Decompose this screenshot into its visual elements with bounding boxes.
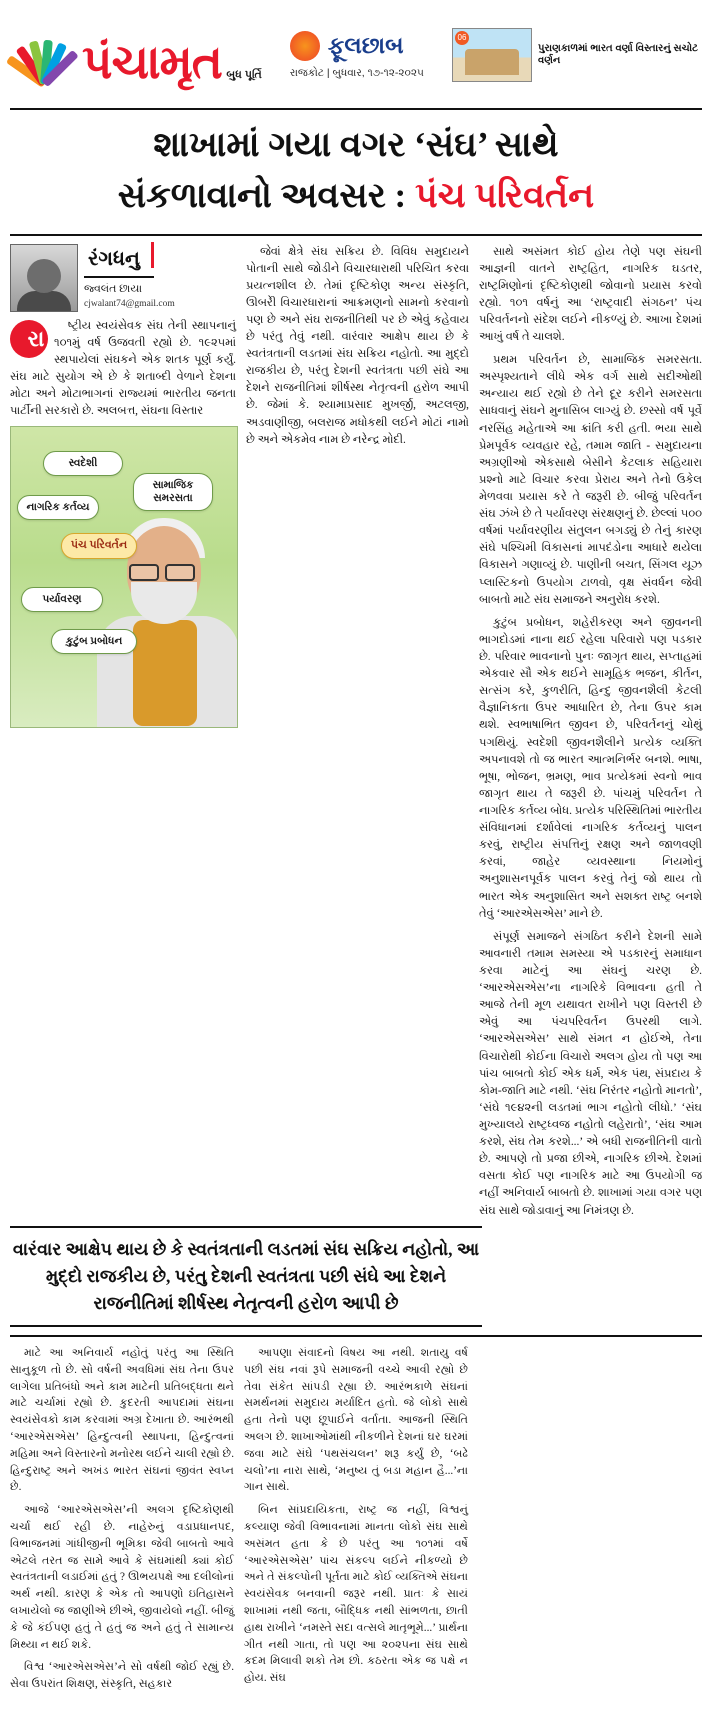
fan-logo-icon	[10, 24, 76, 86]
sun-icon	[290, 31, 320, 61]
page-number-badge: 06	[455, 31, 469, 45]
paragraph: આજે ‘આરએસએસ’ની અલગ દૃષ્ટિકોણથી ચર્ચા થઈ રહી છે. નાહેરુનું વડાપ્રધાનપદ, વિભાજનમાં ગાંધીજીની ભૂમિકા જેવી બાબતો આવે એટલે તરત જ સામે આવે કે સંઘમાંથી ક્યાં કોઈ સ્વતંત્રતાની લડાઈમાં હતું ? ઊભયપક્ષે આ દલીલોનાં અર્થ નથી. કારણ કે એક તો આપણો ઇતિહાસને લખાયેલો જ જાણીએ છીએ, જીવાયેલો નહીં. બીજું કે જે કંઈપણ હતું તે હતું જ અને હતું તે સામાન્ય મિથ્યા ન થઈ શકે.	[10, 1504, 234, 1651]
publication-title: પંચામૃત	[82, 37, 222, 90]
edition-date: રાજકોટ | બુધવાર, ૧૭-૧૨-૨૦૨૫	[289, 66, 424, 79]
paragraph: સાથે અસંમત કોઈ હોય તેણે પણ સંઘની આજ્ઞની વાતને રાષ્ટ્રહિત, નાગરિક ઘડતર, રાષ્ટ્રમિણોનાં દૃષ્ટિકોણથી જોવાનો પ્રયાસ કરવો રહ્યો. ૧૦૧ વર્ષનું આ ‘રાષ્ટ્રવાદી સંગઠન’ પંચ પરિવર્તનનો સંદેશ લઈને નીકળ્યું છે. આખા દેશમાં આખું વર્ષ તે ચાલશે.	[479, 245, 702, 344]
masthead-promo[interactable]	[452, 28, 702, 82]
author-email[interactable]: cjwalant74@gmail.com	[84, 299, 175, 309]
diagram-node-nagarik-kartavya: નાગરિક કર્તવ્ય	[17, 495, 99, 520]
masthead-logo	[10, 24, 262, 90]
promo-text: પુરાણકાળમાં ભારત વર્ણા વિસ્તારનું સચોટ વર્ણન	[537, 42, 698, 66]
pull-quote-text: વારંવાર આક્ષેપ થાય છે કે સ્વતંત્રતાની લડતમાં સંઘ સક્રિય નહોતો, આ મુદ્દો રાજકીય છે, પરંતુ દેશની સ્વતંત્રતા પછી સંઘે આ દેશને રાજનીતિમાં શીર્ષસ્થ નેતૃત્વની હરોળ આપી છે	[12, 1238, 480, 1313]
headline-quoted-word: ‘સંઘ’	[414, 125, 488, 164]
pull-quote-box	[10, 1226, 482, 1327]
column-title: રંગધનુ	[84, 244, 154, 278]
column-2	[246, 244, 469, 1226]
lower-column-1	[10, 1345, 234, 1699]
lower-columns	[10, 1335, 702, 1699]
promo-thumbnail	[452, 28, 532, 82]
publication-subtitle: બુધ પૂર્તિ	[226, 69, 262, 82]
headline-highlight: પંચ પરિવર્તન	[414, 175, 595, 215]
headline-part-b: સાથે	[487, 125, 559, 164]
headline-part-a: શાખામાં ગયા વગર	[153, 125, 415, 164]
author-name: જ્વલંત છાયા	[84, 282, 143, 295]
masthead	[10, 6, 702, 110]
paragraph: માટે આ અનિવાર્ય નહોતું પરંતુ આ સ્થિતિ સાનુકૂળ તો છે. સો વર્ષની અવધિમાં સંઘ તેના ઉપર લાગેલા પ્રતિબંધો અને કામ માટેની પ્રતિબદ્ધતા થને માટે ચર્ચામાં રહ્યો છે. કુદરતી આપદામાં સંઘના સ્વયંસેવકો કામ કરવામાં અગ્ર દેખાતા છે. આરંભથી ‘આરએસએસ’ હિન્દુત્વની સ્થાપના, હિન્દુત્વનાં મહિમા અને વિસ્તારનો મનોરથ લઈને ચાલી રહ્યો છે. હિન્દુરાષ્ટ્ર અને અખંડ ભારત સંઘનાં જીવંત સ્વપ્ન છે.	[10, 1347, 234, 1494]
paragraph: કુટુંબ પ્રબોધન, શહેરીકરણ અને જીવનની ભાગદોડમાં નાના થઈ રહેલા પરિવારો પણ પડકાર છે. પરિવાર ભાવનાનો પુનઃ જાગૃત થાય, સપ્તાહમાં એકવાર સૌ એક થઈને સામૂહિક ભજન, કીર્તન, સત્સંગ કરે, કુળરીતિ, હિન્દુ જીવનશૈલી કેટલી વૈજ્ઞાનિકતા ઉપર આધારિત છે, તેના ઉપર કામ થશે. સ્વભાષાભિત જીવન છે, પરિવર્તનનું ચોથું પગથિયું. સ્વદેશી જીવનશૈલીને પ્રત્યેક વ્યક્તિ અપનાવશે તો જ ભારત આત્મનિર્ભર બનશે. ભાષા, ભૂષા, ભોજન, ભ્રમણ, ભાવ પ્રત્યેકમાં સ્વનો ભાવ જાગૃત થાય તે જરૂરી છે. પાંચમું પરિવર્તન તે નાગરિક કર્તવ્ય બોધ. પ્રત્યેક પરિસ્થિતિમાં ભારતીય સંવિધાનમાં દર્શાવેલાં નાગરિક કર્તવ્યનું પાલન કરવું, રાષ્ટ્રીય સંપત્તિનું રક્ષણ અને જાળવણી કરવાં, જાહેર વ્યવસ્થાના નિયમોનું અનુશાસનપૂર્વક પાલન કરવું તેનું જો થાય તો ભારત એક અનુશાસિત અને સશક્ત રાષ્ટ્ર બનશે તેવું ‘આરએસએસ’ માને છે.	[479, 616, 702, 920]
headline-block	[10, 110, 702, 236]
intro-text: ષ્ટ્રીય સ્વયંસેવક સંઘ તેની સ્થાપનાનું ૧૦૧મું વર્ષ ઉજવતી રહ્યો છે. ૧૯૨૫માં સ્થપાયેલાં સંઘકને એક શતક પૂર્ણ કર્યું. સંઘ માટે સુયોગ એ છે કે શતાબ્દી વેળાને દેશના મોટા અને મોટાભાગનાં રાજ્યમાં ભારતીય જનતા પાર્ટીની સરકારો છે. અલબત્ત, સંઘના વિસ્તાર	[10, 319, 236, 418]
masthead-center	[290, 31, 424, 80]
diagram-node-samajik-samarasta: સામાજિક સમરસતા	[133, 473, 213, 511]
partner-brand-title: ફૂલછાબ	[327, 33, 404, 58]
diagram-node-paryavaran: પર્યાવરણ	[21, 587, 103, 612]
headline-line-2	[10, 171, 702, 222]
paragraph: પ્રથમ પરિવર્તન છે, સામાજિક સમરસતા. અસ્પૃશ્યતાને લીધે એક વર્ગ સાથે સદીઓથી અન્યાય થઈ રહ્યો છે તેને દૂર કરીને સમરસતા સાધવાનું સંઘને મુનાસિબ લાગ્યું છે. છસ્સો વર્ષ પૂર્વે નરસિંહ મહેતાએ આ ક્રાંતિ કરી હતી. ભયા સાથે પ્રેમપૂર્વક વ્યવહાર રહે, તમામ જાતિ - સમુદાયના અગ્રણીઓ એકસાથે બેસીને કેટલાક સહિયારા પ્રશ્નો માટે વિચાર કરવા પ્રેરાય અને તેનો ઉકેલ મેળવવા પ્રયાસ કરે તે જરૂરી છે. બીજું પરિવર્તન સંઘ ઝંખે છે તે પર્યાવરણ સંરક્ષણનું છે. છેલ્લાં ૫૦૦ વર્ષમાં પર્યાવરણીય સંતુલન બગડ્યું છે તેનું કારણ સંઘે પશ્ચિમી વિકાસનાં માપદંડોના આધારે થયેલા વિકાસને ગણાવ્યું છે. પાણીની બચત, સિંગલ યૂઝ પ્લાસ્ટિકનો ઉપયોગ ટાળવો, વૃક્ષ સંવર્ધન જેવી બાબતો માટે સંઘ સમાજને અનુરોધ કરશે.	[479, 354, 702, 606]
lower-column-3	[478, 1345, 702, 1699]
diagram-node-kutumb-prabodhan: કુટુંબ પ્રબોધન	[51, 629, 137, 654]
drop-cap: રા	[10, 320, 48, 358]
column-3	[479, 244, 702, 1226]
paragraph: બિન સાંપ્રદાયિકતા, રાષ્ટ્ર જ નહીં, વિશ્વનું કલ્યાણ જેવી વિભાવનામાં માનતા લોકો સંઘ સાથે અસંમત હતા કે છે પરંતુ આ ૧૦૧માં વર્ષે ‘આરએસએસ’ પાંચ સંકલ્પ લઈને નીકળ્યો છે અને તે સંકલ્પોની પૂર્તતા માટે કોઈ વ્યક્તિએ સંઘના સ્વયંસેવક બનવાની જરૂર નથી. પ્રાતઃ કે સાયં શાખામાં નથી જતા, બૌદ્ધિક નથી સાંભળતા, છાતી હાથ રાખીને ‘નમસ્તે સદા વત્સલે માતૃભૂમે...’ પ્રાર્થના ગીત નથી ગાતા, તો પણ આ ૨૦૨૫ના સંઘ સાથે કદમ મિલાવી શકો તેમ છો. કઠરતા એક જ પક્ષે ન હોય. સંઘ	[244, 1504, 468, 1685]
panch-parivartan-diagram	[17, 437, 194, 667]
paragraph: આપણા સંવાદનો વિષય આ નથી. શતાયુ વર્ષ પછી સંઘ નવાં રૂપે સમાજની વચ્ચે આવી રહ્યો છે તેવા સંકેત સાંપડી રહ્યા છે. આરંભકાળે સંઘનાં સમર્થનમાં સમુદાય મર્યાદિત હતો. જે લોકો સાથે હતા તેનો પણ છૂપાઈને વર્તાતા. આજની સ્થિતિ અલગ છે. શાખાઓમાંથી નીકળીને દેશનાં ઘર ઘરમાં જવા માટે સંઘે ‘પથસંચલન’ શરૂ કર્યું છે, ‘બઢે ચલો’ના નારા સાથે, ‘મનુષ્ય તું બડા મહાન હૈ...’ના ગાન સાથે.	[244, 1347, 468, 1494]
diagram-node-swadeshi: સ્વદેશી	[43, 451, 123, 476]
lower-column-2	[244, 1345, 468, 1699]
author-photo	[10, 244, 78, 312]
headline-part-c: સંકળાવાનો અવસર :	[117, 175, 415, 215]
column-1	[10, 244, 236, 1226]
paragraph: જેવાં ક્ષેત્રે સંઘ સક્રિય છે. વિવિધ સમુદાયને પોતાની સાથે જોડીને વિચારધારાથી પરિચિત કરવા પ્રયત્નશીલ છે. તેમાં દૃષ્ટિકોણ અન્ય સંસ્કૃતિ, ઊબરેી વિચારધારાનાં આક્રમણનો સામનો કરવાનો પણ છે અને સંઘ રાજનીતિથી પર છે એવું કહેવાય છે પરંતુ તેવું નથી. વારંવાર આક્ષેપ થાય છે કે સ્વતંત્રતાની લડતમાં સંઘ સક્રિય નહોતો. આ મુદ્દો રાજકીય છે, પરંતુ દેશની સ્વતંત્રતા પછી સંઘે આ દેશને રાજનીતિમાં શીર્ષસ્થ નેતૃત્વની હરોળ આપી છે. જેમાં કે. શ્યામાપ્રસાદ મુખર્જી, અટલજી, અડવાણીજી, બલરાજ મધોકથી લઈને મોટાં નામો છે અને એકમેવ નામ છે નરેન્દ્ર મોદી.	[246, 245, 469, 446]
paragraph: વિશ્વ ‘આરએસએસ’ને સો વર્ષથી જોઈ રહ્યું છે. સેવા ઉપરાંત શિક્ષણ, સંસ્કૃતિ, સહકાર	[10, 1661, 234, 1691]
diagram-node-center: પંચ પરિવર્તન	[61, 533, 137, 559]
main-columns	[10, 244, 702, 1226]
article-photo-diagram	[10, 426, 238, 728]
byline	[10, 244, 236, 312]
headline-line-1	[10, 120, 702, 171]
intro-paragraph	[10, 318, 236, 421]
paragraph: સંપૂર્ણ સમાજને સંગઠિત કરીને દેશની સામે આવનારી તમામ સમસ્યા એ પડકારનું સમાધાન કરવા માટેનું આ સંઘનું ચરણ છે. ‘આરએસએસ’ના નાગરિકે વિભાવના હતી તે આજે તેની મૂળ યથાવત રાખીને પણ વિસ્તરી છે એવું આ પંચપરિવર્તન ઉપરથી લાગે. ‘આરએસએસ’ સાથે સંમત ન હોઈએ, તેના વિચારોથી કોઈના વિચારો અલગ હોય તો પણ આ પાંચ બાબતો કોઈ એક ધર્મ, એક પંથ, સંપ્રદાય કે કોમ-જાતિ માટે નથી. ‘સંઘ નિરંતર નહોતો માનતો’, ‘સંઘે ૧૯૪૨ની લડતમાં ભાગ નહોતો લીધો.’ ‘સંઘ મુખ્યાલયે રાષ્ટ્રધ્વજ નહોતો લહેરાતો’, ‘સંઘ આમ કરશે, સંઘ તેમ કરશે...’ એ બધી રાજનીતિની વાતો છે. આપણે તો પ્રજા છીએ, નાગરિક છીએ. દેશમાં વસતા કોઈ પણ નાગરિક માટે આ ઉપયોગી જ નહીં અનિવાર્ય બાબતો છે. શાખામાં ગયા વગર પણ સંઘ સાથે જોડાવાનું આ નિમંત્રણ છે.	[479, 930, 702, 1217]
